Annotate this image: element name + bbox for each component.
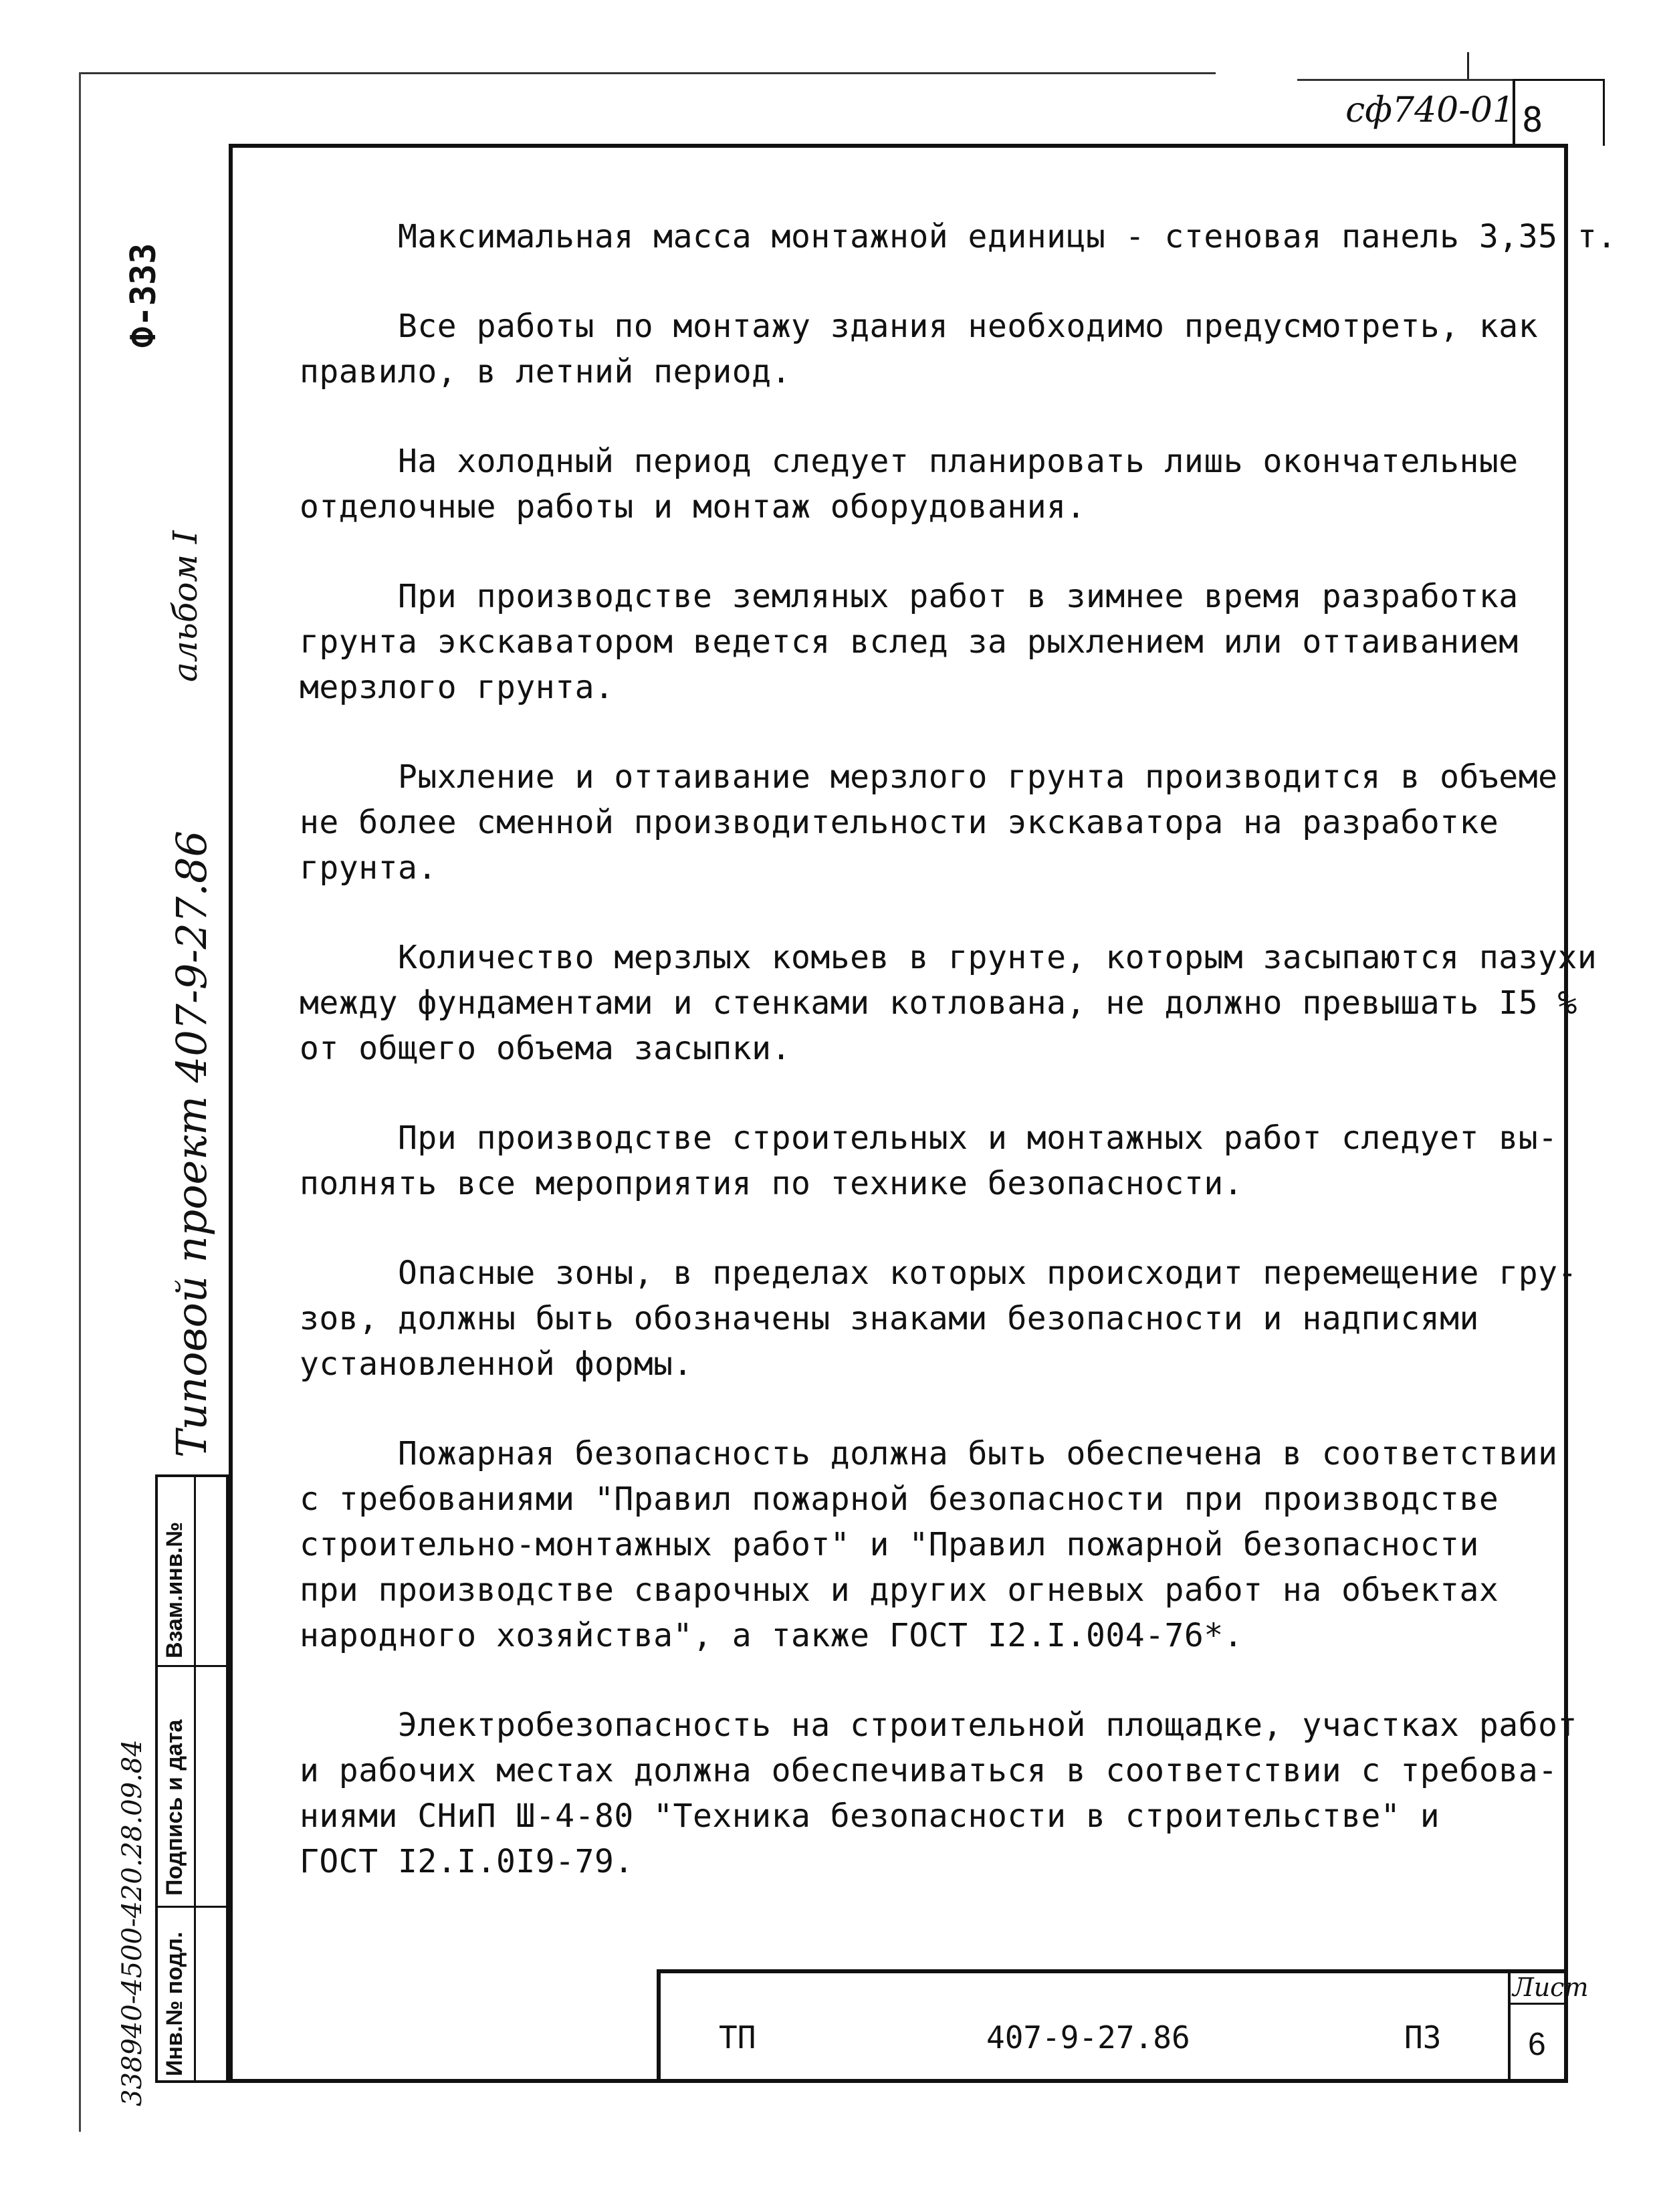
- title-block-divider: [1508, 1969, 1511, 2083]
- paragraph: Опасные зоны, в пределах которых происходит перемещение гру- зов, должны быть обозначены знаками безопасности и надписями установленной формы.: [300, 1254, 1577, 1383]
- stamp-divider: [194, 1474, 196, 2083]
- paragraph: Максимальная масса монтажной единицы - стеновая панель 3,35 т.: [300, 218, 1617, 255]
- paragraph: Все работы по монтажу здания необходимо предусмотреть, как правило, в летний период.: [300, 308, 1539, 391]
- margin-album: альбом I: [166, 530, 205, 682]
- stamp-label-vzam: Взам.инв.№: [162, 1521, 187, 1658]
- paragraph: При производстве земляных работ в зимнее время разработка грунта экскаватором ведется вслед за рыхлением или оттаиванием мерзлого грунта.: [300, 578, 1519, 706]
- stamp-row-line: [155, 1906, 229, 1908]
- paragraph: Пожарная безопасность должна быть обеспечена в соответствии с требованиями "Правил пожарной безопасности при производстве строительно-монтажных работ" и "Правил пожарной безопасности при производстве сварочных и других огневых работ на объектах народного хозяйства", а также ГОСТ I2.I.004-76*.: [300, 1435, 1558, 1654]
- title-block-divider: [1508, 2003, 1568, 2005]
- top-tick-mark: [1467, 52, 1469, 79]
- sheet-border-top: [79, 72, 1216, 74]
- title-block-tp: ТП: [719, 2019, 756, 2056]
- stamp-label-podpis: Подпись и дата: [162, 1719, 187, 1896]
- corner-code: сф740-01: [1345, 90, 1515, 130]
- paragraph: При производстве строительных и монтажных работ следует вы- полнять все мероприятия по технике безопасности.: [300, 1119, 1558, 1202]
- stamp-row-line: [155, 1665, 229, 1667]
- margin-title: Типовой проект 407-9-27.86: [167, 831, 216, 1458]
- title-block-pz: ПЗ: [1404, 2019, 1442, 2056]
- sheet-label: Лист: [1513, 1973, 1589, 2002]
- paragraph: Электробезопасность на строительной площадке, участках работ и рабочих местах должна обеспечиваться в соответствии с требова- ниями СНиП Ш-4-80 "Техника безопасности в строительстве" и ГОСТ I2.I.0I9-79.: [300, 1706, 1577, 1880]
- sheet-border-left: [79, 72, 81, 2132]
- stamp-label-inv-podl: Инв.№ подл.: [162, 1931, 187, 2076]
- title-block-number: 407-9-27.86: [986, 2019, 1190, 2056]
- paragraph: Количество мерзлых комьев в грунте, которым засыпаются пазухи между фундаментами и стенками котлована, не должно превышать I5 % от общего объема засыпки.: [300, 939, 1597, 1067]
- paragraph: Рыхление и оттаивание мерзлого грунта производится в объеме не более сменной производительности экскаватора на разработке грунта.: [300, 758, 1558, 887]
- margin-inventory: 338940-4500-420.28.09.84: [117, 1739, 148, 2106]
- margin-project-code: Ф-333: [124, 243, 164, 348]
- document-body: [300, 214, 1617, 1928]
- corner-number: 8: [1522, 100, 1543, 140]
- paragraph: На холодный период следует планировать лишь окончательные отделочные работы и монтаж оборудования.: [300, 443, 1519, 526]
- sheet-number: 6: [1528, 2027, 1546, 2062]
